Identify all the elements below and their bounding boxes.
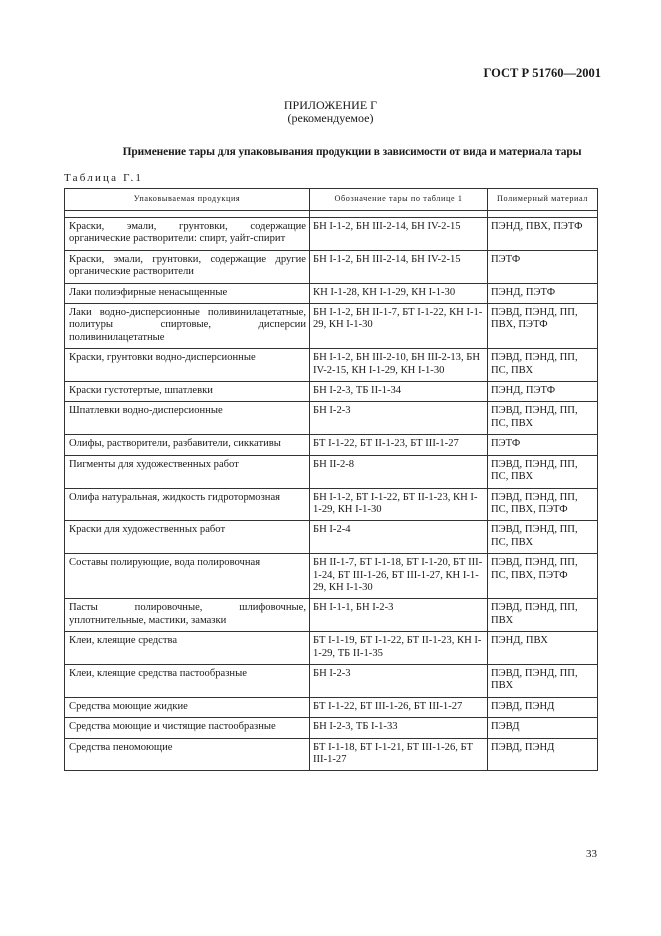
product-cell: Средства моющие и чистящие пастообразные	[65, 718, 310, 738]
material-cell: ПЭВД, ПЭНД	[488, 697, 598, 717]
table-row	[65, 349, 598, 382]
designation-cell: БН I-1-2, БН III-2-14, БН IV-2-15	[310, 218, 488, 251]
material-cell: ПЭВД, ПЭНД, ПП, ПС, ПВХ, ПЭТФ	[488, 554, 598, 599]
table-row	[65, 718, 598, 738]
product-cell: Краски, эмали, грунтовки, содержащие органические растворители: спирт, уайт-спирит	[65, 218, 310, 251]
table-row	[65, 632, 598, 665]
designation-cell: БН II-1-7, БТ I-1-18, БТ I-1-20, БТ III-1-24, БТ III-1-26, БТ III-1-27, КН I-1-29, КН I-1-30	[310, 554, 488, 599]
material-cell: ПЭВД, ПЭНД, ПП, ПС, ПВХ, ПЭТФ	[488, 488, 598, 521]
column-header-product: Упаковываемая продукция	[65, 189, 310, 211]
product-cell: Средства моющие жидкие	[65, 697, 310, 717]
table-row	[65, 697, 598, 717]
material-cell: ПЭВД, ПЭНД, ПП, ПС, ПВХ	[488, 349, 598, 382]
table-row	[65, 599, 598, 632]
material-cell: ПЭНД, ПЭТФ	[488, 382, 598, 402]
designation-cell: БН I-1-2, БТ I-1-22, БТ II-1-23, КН I-1-29, КН I-1-30	[310, 488, 488, 521]
designation-cell: БН I-2-3	[310, 402, 488, 435]
product-cell: Краски, эмали, грунтовки, содержащие другие органические растворители	[65, 250, 310, 283]
table-row	[65, 554, 598, 599]
material-cell: ПЭТФ	[488, 250, 598, 283]
material-cell: ПЭНД, ПВХ, ПЭТФ	[488, 218, 598, 251]
material-cell: ПЭВД, ПЭНД, ПП, ПВХ	[488, 664, 598, 697]
product-cell: Лаки полиэфирные ненасыщенные	[65, 283, 310, 303]
annex-title: ПРИЛОЖЕНИЕ Г	[283, 98, 378, 112]
designation-cell: БТ I-1-19, БТ I-1-22, БТ II-1-23, КН I-1-29, ТБ II-1-35	[310, 632, 488, 665]
table-row	[65, 304, 598, 349]
table-row	[65, 521, 598, 554]
page-number: 33	[586, 848, 597, 860]
designation-cell: БН I-1-1, БН I-2-3	[310, 599, 488, 632]
product-cell: Краски, грунтовки водно-дисперсионные	[65, 349, 310, 382]
table-body	[65, 211, 598, 771]
packaging-table	[64, 188, 598, 771]
material-cell: ПЭНД, ПВХ	[488, 632, 598, 665]
table-row	[65, 218, 598, 251]
product-cell: Составы полирующие, вода полировочная	[65, 554, 310, 599]
material-cell: ПЭВД, ПЭНД, ПП, ПВХ	[488, 599, 598, 632]
material-cell: ПЭВД, ПЭНД, ПП, ПС, ПВХ	[488, 521, 598, 554]
product-cell: Лаки водно-дисперсионные поливинилацетатные, политуры спиртовые, дисперсии поливинилацетатные	[65, 304, 310, 349]
table-row	[65, 488, 598, 521]
column-header-material: Полимерный материал	[488, 189, 598, 211]
standard-number: ГОСТ Р 51760—2001	[483, 66, 601, 80]
annex-heading	[0, 99, 661, 125]
designation-cell: БН I-2-3	[310, 664, 488, 697]
designation-cell: КН I-1-28, КН I-1-29, КН I-1-30	[310, 283, 488, 303]
product-cell: Клеи, клеящие средства	[65, 632, 310, 665]
table-row	[65, 738, 598, 771]
designation-cell: БТ I-1-22, БТ II-1-23, БТ III-1-27	[310, 435, 488, 455]
material-cell: ПЭТФ	[488, 435, 598, 455]
designation-cell: БН II-2-8	[310, 455, 488, 488]
material-cell: ПЭВД, ПЭНД, ПП, ПВХ, ПЭТФ	[488, 304, 598, 349]
annex-subtitle: (рекомендуемое)	[287, 111, 374, 125]
designation-cell: БН I-1-2, БН III-2-10, БН III-2-13, БН IV-2-15, КН I-1-29, КН I-1-30	[310, 349, 488, 382]
product-cell: Пигменты для художественных работ	[65, 455, 310, 488]
designation-cell: БТ I-1-18, БТ I-1-21, БТ III-1-26, БТ III-1-27	[310, 738, 488, 771]
designation-cell: БН I-1-2, БН III-2-14, БН IV-2-15	[310, 250, 488, 283]
product-cell: Олифы, растворители, разбавители, сиккативы	[65, 435, 310, 455]
designation-cell: БН I-2-3, ТБ II-1-34	[310, 382, 488, 402]
material-cell: ПЭВД	[488, 718, 598, 738]
column-header-designation: Обозначение тары по таблице 1	[310, 189, 488, 211]
table-row	[65, 382, 598, 402]
designation-cell: БТ I-1-22, БТ III-1-26, БТ III-1-27	[310, 697, 488, 717]
table-spacer-row	[65, 211, 598, 218]
material-cell: ПЭНД, ПЭТФ	[488, 283, 598, 303]
material-cell: ПЭВД, ПЭНД, ПП, ПС, ПВХ	[488, 402, 598, 435]
table-row	[65, 402, 598, 435]
product-cell: Средства пеномоющие	[65, 738, 310, 771]
designation-cell: БН I-2-3, ТБ I-1-33	[310, 718, 488, 738]
product-cell: Олифа натуральная, жидкость гидротормозная	[65, 488, 310, 521]
table-row	[65, 455, 598, 488]
product-cell: Шпатлевки водно-дисперсионные	[65, 402, 310, 435]
material-cell: ПЭВД, ПЭНД	[488, 738, 598, 771]
table-row	[65, 250, 598, 283]
table-header-row	[65, 189, 598, 211]
table-label: Таблица Г.1	[64, 172, 144, 184]
table-row	[65, 435, 598, 455]
product-cell: Клеи, клеящие средства пастообразные	[65, 664, 310, 697]
section-title: Применение тары для упаковывания продукции в зависимости от вида и материала тары	[122, 146, 582, 158]
table-row	[65, 283, 598, 303]
table-row	[65, 664, 598, 697]
product-cell: Краски для художественных работ	[65, 521, 310, 554]
designation-cell: БН I-2-4	[310, 521, 488, 554]
designation-cell: БН I-1-2, БН II-1-7, БТ I-1-22, КН I-1-29, КН I-1-30	[310, 304, 488, 349]
product-cell: Пасты полировочные, шлифовочные, уплотнительные, мастики, замазки	[65, 599, 310, 632]
material-cell: ПЭВД, ПЭНД, ПП, ПС, ПВХ	[488, 455, 598, 488]
product-cell: Краски густотертые, шпатлевки	[65, 382, 310, 402]
